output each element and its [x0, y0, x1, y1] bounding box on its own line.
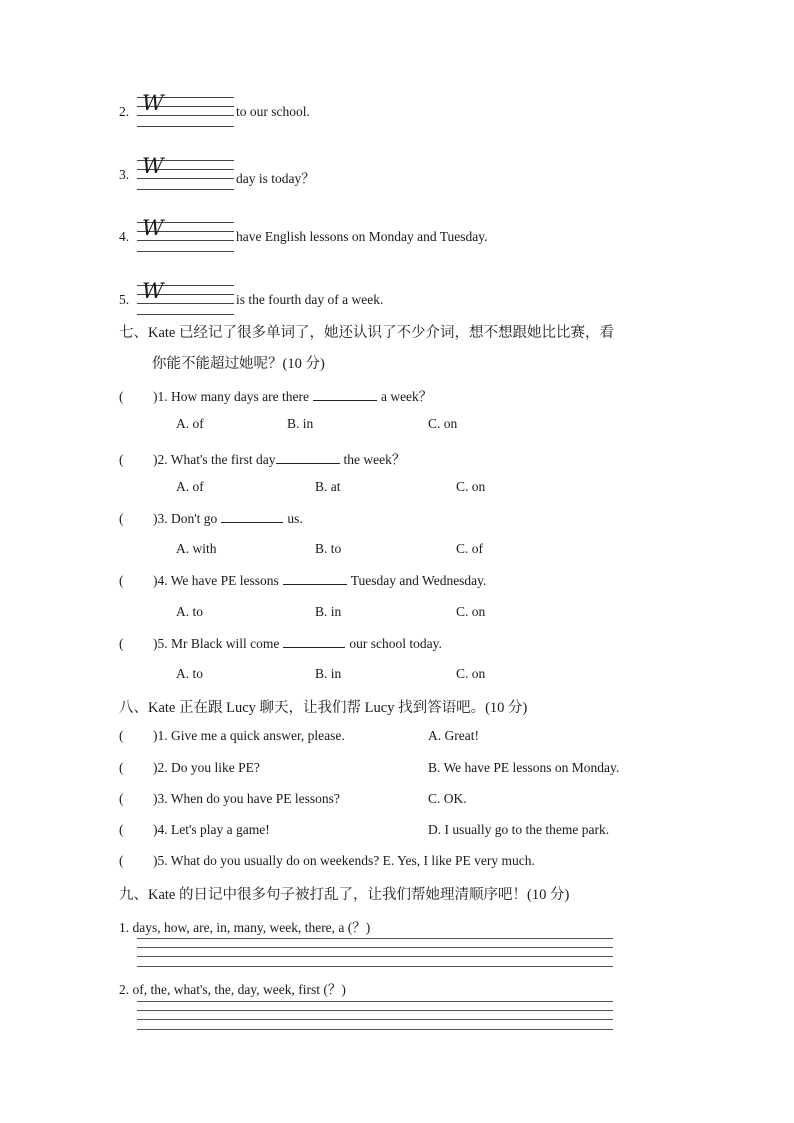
question-text: )2. What's the first day	[153, 452, 276, 467]
question-after: Tuesday and Wednesday.	[350, 573, 487, 588]
option-a: A. to	[176, 666, 203, 681]
question-text: )3. Don't go	[153, 511, 218, 526]
section7-heading-line1: 七、Kate 已经记了很多单词了，她还认识了不少介词，想不想跟她比比赛，看	[119, 325, 614, 341]
writing-guide	[137, 91, 234, 127]
sentence-rest: day is today？	[236, 171, 315, 186]
match-question: )1. Give me a quick answer, please.	[153, 728, 345, 743]
match-row-left	[119, 728, 345, 744]
match-row-left	[119, 853, 535, 869]
answer-blank[interactable]	[283, 572, 347, 585]
scrambled-sentence: 2. of, the, what's, the, day, week, first (？)	[119, 982, 346, 997]
answer-paren[interactable]: (	[119, 760, 124, 775]
match-question: )2. Do you like PE?	[153, 760, 260, 775]
answer-paren[interactable]: (	[119, 573, 124, 588]
answer-paren[interactable]: (	[119, 822, 124, 837]
question-after: the week？	[343, 452, 406, 467]
option-c: C. on	[456, 479, 486, 494]
question-text: )5. Mr Black will come	[153, 636, 280, 651]
answer-lines[interactable]	[137, 1001, 613, 1031]
question-row	[119, 510, 303, 527]
option-b: B. in	[315, 604, 342, 619]
answer-paren[interactable]: (	[119, 452, 124, 467]
answer-paren[interactable]: (	[119, 728, 124, 743]
scrambled-sentence: 1. days, how, are, in, many, week, there, a (？)	[119, 920, 371, 935]
writing-guide	[137, 279, 234, 315]
item-number: 3.	[119, 167, 130, 182]
match-answer: C. OK.	[428, 791, 467, 806]
question-after: a week？	[380, 389, 433, 404]
match-question: )4. Let's play a game!	[153, 822, 270, 837]
letter-w: W	[142, 279, 164, 303]
section8-heading: 八、Kate 正在跟 Lucy 聊天，让我们帮 Lucy 找到答语吧。(10 分)	[119, 700, 528, 716]
option-b: B. to	[315, 541, 342, 556]
item-number: 5.	[119, 292, 130, 307]
match-question: )3. When do you have PE lessons?	[153, 791, 340, 806]
match-answer: B. We have PE lessons on Monday.	[428, 760, 620, 775]
match-row-left	[119, 791, 340, 807]
letter-w: W	[142, 154, 164, 178]
option-a: A. of	[176, 479, 204, 494]
answer-paren[interactable]: (	[119, 636, 124, 651]
answer-paren[interactable]: (	[119, 791, 124, 806]
section9-heading: 九、Kate 的日记中很多句子被打乱了，让我们帮她理清顺序吧！(10 分)	[119, 887, 570, 903]
match-answer: D. I usually go to the theme park.	[428, 822, 610, 837]
answer-blank[interactable]	[221, 510, 283, 523]
answer-blank[interactable]	[313, 388, 377, 401]
option-a: A. with	[176, 541, 217, 556]
question-after: our school today.	[349, 636, 442, 651]
option-a: A. to	[176, 604, 203, 619]
match-answer: A. Great!	[428, 728, 479, 743]
question-after: us.	[287, 511, 303, 526]
section7-heading-line2: 你能不能超过她呢？(10 分)	[152, 356, 325, 372]
question-text: )4. We have PE lessons	[153, 573, 279, 588]
option-b: B. in	[315, 666, 342, 681]
answer-lines[interactable]	[137, 938, 613, 968]
answer-paren[interactable]: (	[119, 389, 124, 404]
answer-paren[interactable]: (	[119, 511, 124, 526]
sentence-rest: to our school.	[236, 104, 310, 119]
question-row	[119, 385, 432, 405]
letter-w: W	[142, 91, 164, 115]
option-c: C. on	[456, 604, 486, 619]
sentence-rest: have English lessons on Monday and Tuesday.	[236, 229, 488, 244]
item-number: 4.	[119, 229, 130, 244]
option-c: C. on	[428, 416, 458, 431]
option-c: C. on	[456, 666, 486, 681]
answer-blank[interactable]	[283, 635, 345, 648]
question-text: )1. How many days are there	[153, 389, 309, 404]
match-question: )5. What do you usually do on weekends? E. Yes, I like PE very much.	[153, 853, 535, 868]
question-row	[119, 448, 405, 468]
question-row	[119, 572, 486, 589]
writing-guide	[137, 154, 234, 190]
writing-guide	[137, 216, 234, 252]
sentence-rest: is the fourth day of a week.	[236, 292, 384, 307]
option-a: A. of	[176, 416, 204, 431]
item-number: 2.	[119, 104, 130, 119]
option-b: B. at	[315, 479, 341, 494]
match-row-left	[119, 822, 270, 838]
match-row-left	[119, 760, 260, 776]
answer-blank[interactable]	[276, 451, 340, 464]
option-b: B. in	[287, 416, 314, 431]
option-c: C. of	[456, 541, 483, 556]
question-row	[119, 635, 442, 652]
letter-w: W	[142, 216, 164, 240]
answer-paren[interactable]: (	[119, 853, 124, 868]
